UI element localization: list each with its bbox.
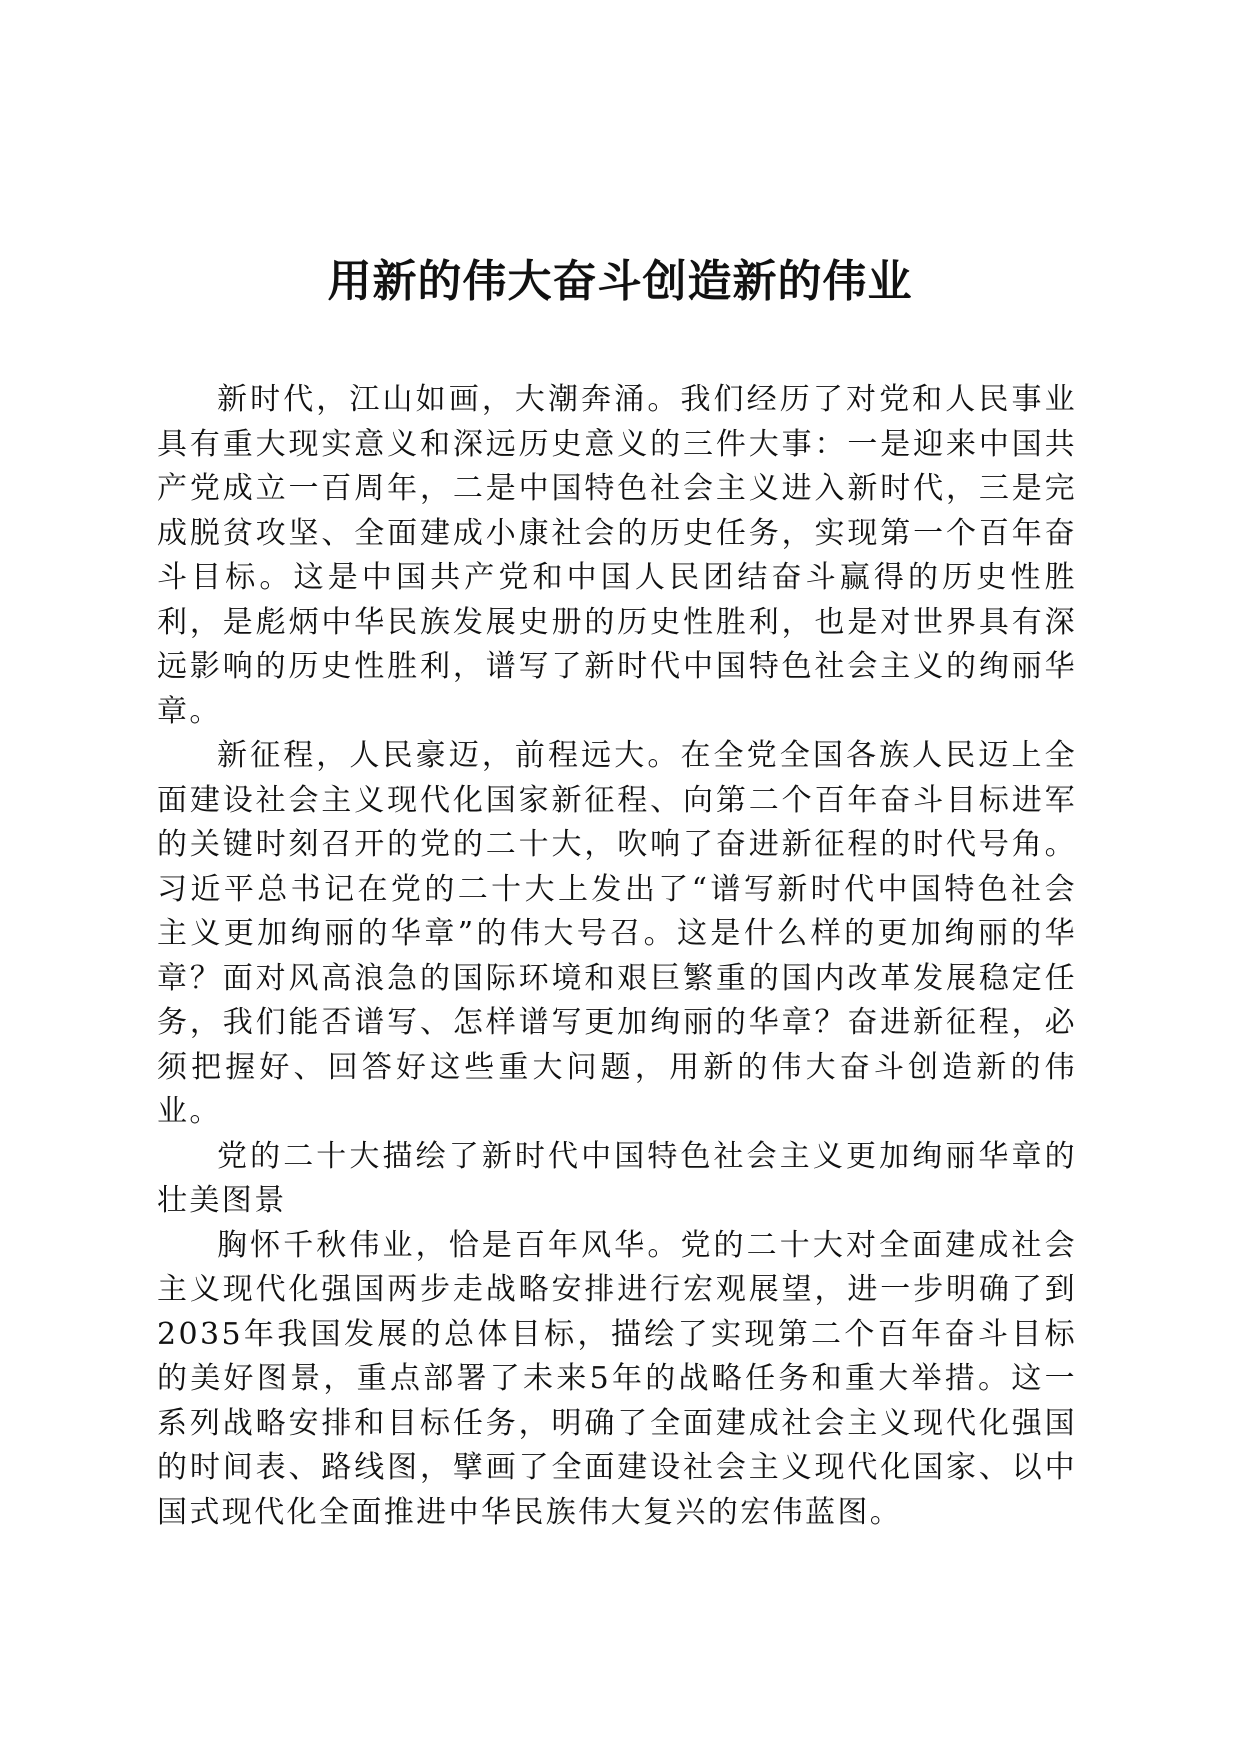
document-title: 用新的伟大奋斗创造新的伟业 [327, 256, 913, 307]
paragraph-strategic-goals: 胸怀千秋伟业，恰是百年风华。党的二十大对全面建成社会主义现代化强国两步走战略安排进行宏观展望，进一步明确了到2035年我国发展的总体目标，描绘了实现第二个百年奋斗目标的美好图景，重点部署了未来5年的战略任务和重大举措。这一系列战略安排和目标任务，明确了全面建成社会主义现代化强国的时间表、路线图，擘画了全面建设社会主义现代化国家、以中国式现代化全面推进中华民族伟大复兴的宏伟蓝图。 [157, 1227, 1077, 1530]
paragraph-new-journey: 新征程，人民豪迈，前程远大。在全党全国各族人民迈上全面建设社会主义现代化国家新征程、向第二个百年奋斗目标进军的关键时刻召开的党的二十大，吹响了奋进新征程的时代号角。习近平总书记在党的二十大上发出了“谱写新时代中国特色社会主义更加绚丽的华章”的伟大号召。这是什么样的更加绚丽的华章？面对风高浪急的国际环境和艰巨繁重的国内改革发展稳定任务，我们能否谱写、怎样谱写更加绚丽的华章？奋进新征程，必须把握好、回答好这些重大问题，用新的伟大奋斗创造新的伟业。 [157, 738, 1077, 1129]
document-body [157, 378, 1077, 1535]
paragraph-new-era: 新时代，江山如画，大潮奔涌。我们经历了对党和人民事业具有重大现实意义和深远历史意义的三件大事：一是迎来中国共产党成立一百周年，二是中国特色社会主义进入新时代，三是完成脱贫攻坚、全面建成小康社会的历史任务，实现第一个百年奋斗目标。这是中国共产党和中国人民团结奋斗赢得的历史性胜利，是彪炳中华民族发展史册的历史性胜利，也是对世界具有深远影响的历史性胜利，谱写了新时代中国特色社会主义的绚丽华章。 [157, 382, 1077, 729]
section-heading-blueprint: 党的二十大描绘了新时代中国特色社会主义更加绚丽华章的壮美图景 [157, 1138, 1077, 1218]
